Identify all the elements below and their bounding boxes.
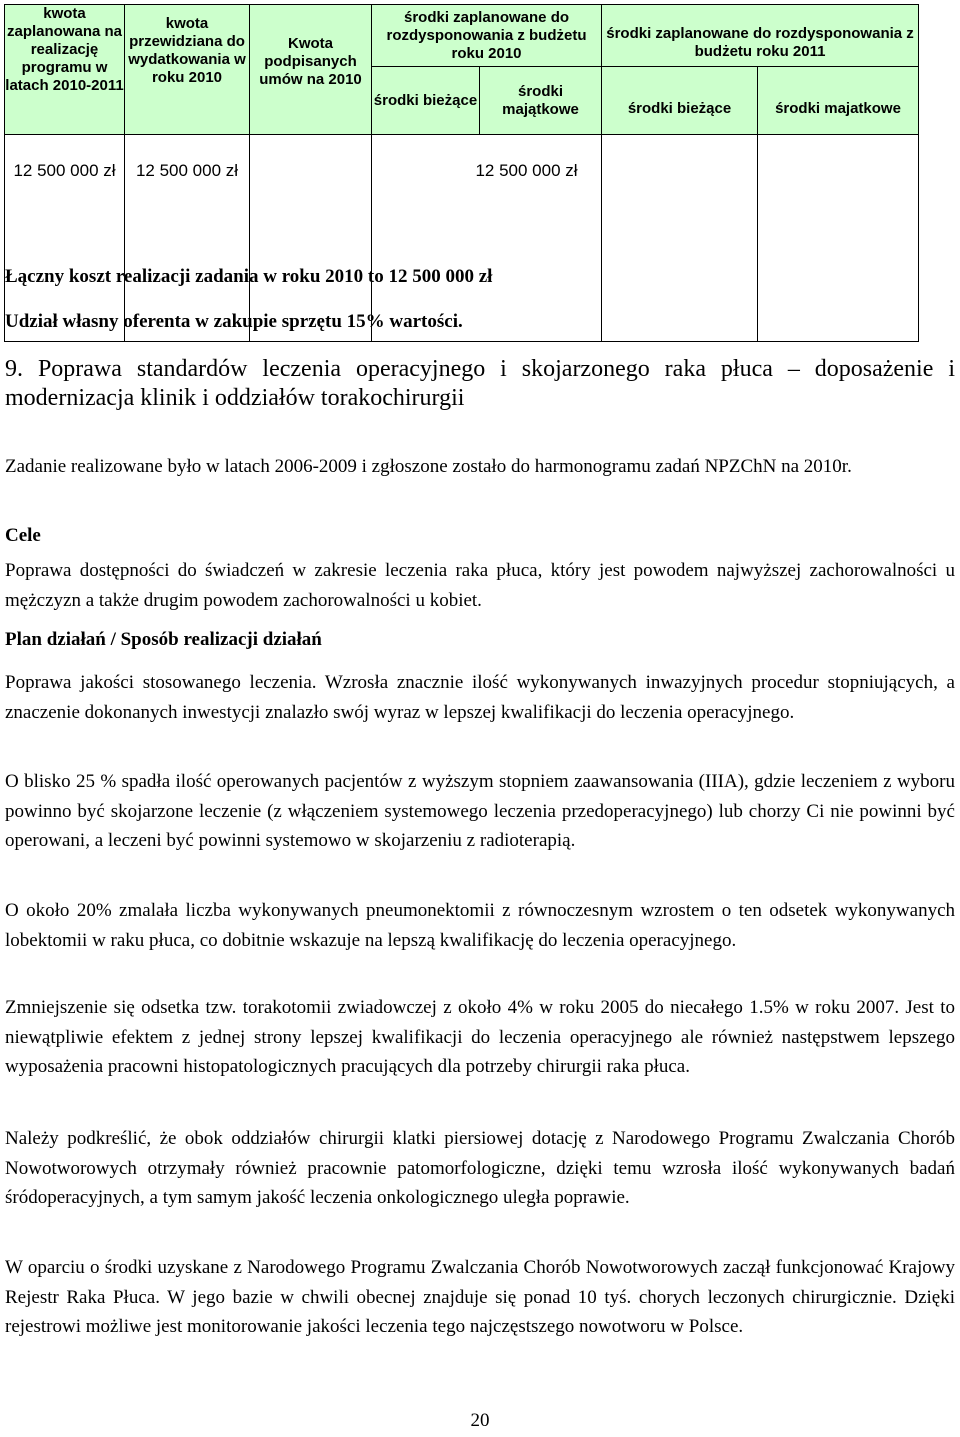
paragraph-3: O około 20% zmalała liczba wykonywanych pneumonektomii z równoczesnym wzrostem o ten odsetek wykonywanych lobektomii w raku płuca, co dobitnie wskazuje na lepszą kwalifikację do leczenia operacyjnego. [5, 900, 955, 951]
goals-text: Poprawa dostępności do świadczeń w zakresie leczenia raka płuca, który jest powodem najwyższej zachorowalności u mężczyzn a także drugim powodem zachorowalności u kobiet. [5, 560, 955, 611]
plan-heading: Plan działań / Sposób realizacji działań [5, 629, 322, 650]
header-budget-2010: środki zaplanowane do rozdysponowania z budżetu roku 2010 [372, 5, 602, 67]
header-planned-amount: kwota zaplanowana na realizację programu w latach 2010-2011 [5, 5, 125, 135]
section-title: 9. Poprawa standardów leczenia operacyjnego i skojarzonego raka płuca – doposażenie i modernizacja klinik i oddziałów torakochirurgii [5, 356, 955, 411]
header-2010-current: środki bieżące [372, 67, 480, 135]
total-cost: Łączny koszt realizacji zadania w roku 2010 to 12 500 000 zł [5, 266, 493, 287]
own-share: Udział własny oferenta w zakupie sprzętu 15% wartości. [5, 311, 463, 332]
paragraph-5: Należy podkreślić, że obok oddziałów chirurgii klatki piersiowej dotację z Narodowego Programu Zwalczania Chorób Nowotworowych otrzymały również pracownie patomorfologiczne, dzięki temu wzrosła ilość wykonywanych badań śródoperacyjnych, a tym samym jakość leczenia onkologicznego uległa poprawie. [5, 1128, 955, 1208]
paragraph-4: Zmniejszenie się odsetka tzw. torakotomii zwiadowczej z około 4% w roku 2005 do niecałego 1.5% w roku 2007. Jest to niewątpliwie efektem z jednej strony lepszej kwalifikacji do leczenia operacyjnego ale również następstwem lepszego wyposażenia pracowni histopatologicznych pracujących dla potrzeby chirurgii raka płuca. [5, 997, 955, 1077]
paragraph-6: W oparciu o środki uzyskane z Narodowego Programu Zwalczania Chorób Nowotworowych zaczął funkcjonować Krajowy Rejestr Raka Płuca. W jego bazie w chwili obecnej znajduje się ponad 10 tyś. chorych leczonych chirurgicznie. Dzięki rejestrowi możliwe jest monitorowanie jakości leczenia tego najczęstszego nowotworu w Polsce. [5, 1257, 955, 1337]
header-2010-capital: środki majątkowe [480, 67, 602, 135]
cell-2010-capital: 12 500 000 zł [372, 135, 602, 342]
page-number: 20 [470, 1410, 490, 1431]
header-2011-current: środki bieżące [602, 67, 758, 135]
paragraph-1: Poprawa jakości stosowanego leczenia. Wzrosła znacznie ilość wykonywanych inwazyjnych procedur stopniujących, a znaczenie dokonanych inwestycji znalazło swój wyraz w lepszej kwalifikacji do leczenia operacyjnego. [5, 672, 955, 723]
header-budget-2011: środki zaplanowane do rozdysponowania z budżetu roku 2011 [602, 5, 919, 67]
cell-planned-amount: 12 500 000 zł [5, 135, 125, 342]
header-2011-capital: środki majatkowe [758, 67, 919, 135]
cell-expected-spending: 12 500 000 zł [125, 135, 250, 342]
paragraph-2: O blisko 25 % spadła ilość operowanych pacjentów z wyższym stopniem zaawansowania (IIIA), gdzie leczeniem z wyboru powinno być skojarzone leczenie (z włączeniem systemowego leczenia przedoperacyjnego) lub chorzy Ci nie powinni być operowani, a leczeni być powinni systemowo w skojarzeniu z radioterapią. [5, 771, 955, 851]
header-signed-contracts: Kwota podpisanych umów na 2010 [250, 5, 372, 135]
section-intro: Zadanie realizowane było w latach 2006-2009 i zgłoszone zostało do harmonogramu zadań NPZChN na 2010r. [5, 456, 852, 477]
header-expected-spending: kwota przewidziana do wydatkowania w roku 2010 [125, 5, 250, 135]
goals-heading: Cele [5, 525, 41, 546]
